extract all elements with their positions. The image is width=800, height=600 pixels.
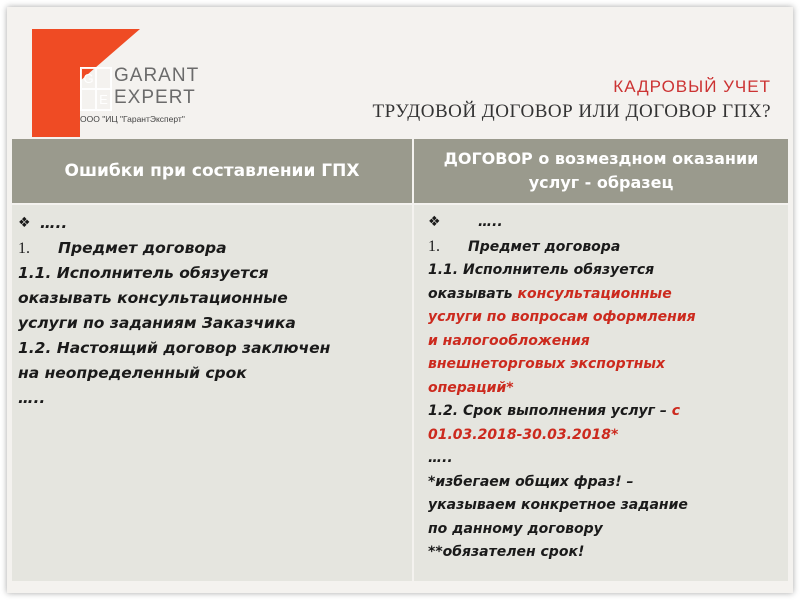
right-line-4: и налогообложения bbox=[428, 332, 590, 349]
right-line-11: указываем конкретное задание bbox=[428, 497, 688, 513]
slide-subtitle: ТРУДОВОЙ ДОГОВОР ИЛИ ДОГОВОР ГПХ? bbox=[372, 101, 771, 122]
left-line-3: услуги по заданиям Заказчика bbox=[18, 314, 296, 332]
right-line-6: операций* bbox=[428, 379, 514, 396]
right-bullet-line bbox=[428, 211, 780, 235]
right-line-8: 01.03.2018-30.03.2018* bbox=[428, 426, 619, 443]
right-line-2 bbox=[428, 283, 780, 307]
right-line-12: по данному договору bbox=[428, 520, 603, 537]
left-line-1: 1.1. Исполнитель обязуется bbox=[18, 264, 269, 282]
right-line-3: услуги по вопросам оформления bbox=[428, 309, 696, 325]
right-line-7-plain: 1.2. Срок выполнения услуг – bbox=[428, 403, 672, 419]
right-item-heading bbox=[428, 235, 780, 260]
right-line-7-highlight: с bbox=[671, 403, 681, 419]
diamond-bullet-icon: ❖ bbox=[428, 214, 441, 230]
left-line-5: на неопределенный срок bbox=[18, 364, 247, 382]
left-item-title: Предмет договора bbox=[58, 239, 227, 257]
left-item-number: 1. bbox=[18, 240, 30, 257]
right-bullet-text: ….. bbox=[478, 214, 503, 230]
diamond-bullet-icon: ❖ bbox=[18, 215, 31, 231]
logo-word-expert: EXPERT bbox=[114, 87, 196, 108]
right-line-2-plain: оказывать bbox=[428, 285, 518, 302]
right-item-number: 1. bbox=[428, 237, 440, 255]
logo-letter-g: G bbox=[81, 68, 96, 89]
slide-title: КАДРОВЫЙ УЧЕТ bbox=[613, 77, 771, 96]
left-column-body bbox=[12, 205, 412, 581]
left-line-6: ….. bbox=[18, 389, 46, 407]
left-line-4: 1.2. Настоящий договор заключен bbox=[18, 339, 331, 357]
right-line-7 bbox=[428, 400, 780, 424]
logo-subtitle: ООО "ИЦ "ГарантЭксперт" bbox=[80, 114, 185, 124]
left-line-2: оказывать консультационные bbox=[18, 289, 288, 307]
slide bbox=[7, 7, 793, 593]
right-line-1: 1.1. Исполнитель обязуется bbox=[428, 262, 655, 278]
right-column-body bbox=[414, 205, 788, 581]
logo-letter-e: E bbox=[96, 89, 111, 110]
comparison-table bbox=[12, 139, 788, 581]
left-item-heading bbox=[18, 236, 408, 261]
right-line-9: ….. bbox=[428, 450, 453, 466]
logo-ge-mark bbox=[80, 67, 112, 111]
right-column-header: ДОГОВОР о возмездном оказании услуг - образец bbox=[414, 139, 788, 203]
right-line-10: *избегаем общих фраз! – bbox=[428, 473, 634, 490]
company-logo bbox=[22, 19, 222, 139]
right-line-13: **обязателен срок! bbox=[428, 544, 585, 560]
right-item-title: Предмет договора bbox=[468, 238, 621, 255]
right-line-5: внешнеторговых экспортных bbox=[428, 356, 666, 372]
left-bullet-text: ….. bbox=[40, 214, 68, 232]
left-bullet-line bbox=[18, 211, 408, 236]
logo-word-garant: GARANT bbox=[114, 65, 200, 86]
right-line-2-highlight: консультационные bbox=[517, 285, 672, 302]
left-column-header: Ошибки при составлении ГПХ bbox=[12, 139, 412, 203]
